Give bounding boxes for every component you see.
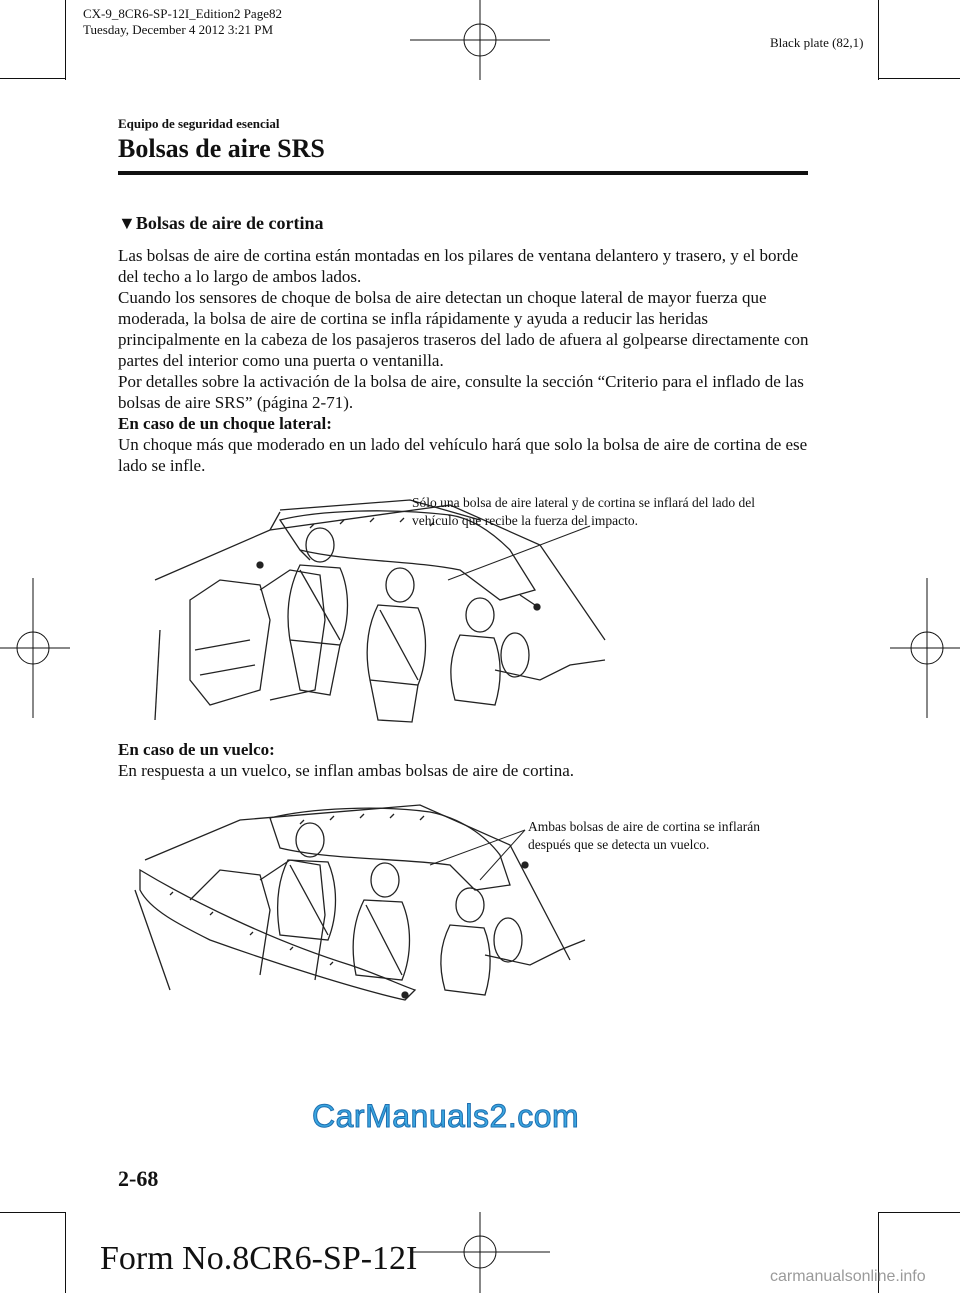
chapter-rule: [118, 171, 808, 175]
registration-mark-right: [890, 578, 960, 718]
caption-leader-line: [440, 520, 600, 590]
registration-mark-bottom: [410, 1212, 550, 1293]
form-number: Form No.8CR6-SP-12I: [100, 1240, 418, 1277]
body-text: [118, 245, 810, 476]
carmanuals-watermark: CarManuals2.com: [312, 1098, 580, 1134]
print-job-line1: CX-9_8CR6-SP-12I_Edition2 Page82: [83, 6, 282, 21]
site-watermark: carmanualsonline.info: [770, 1268, 926, 1285]
section-label: Equipo de seguridad esencial: [118, 116, 280, 131]
registration-mark-top: [410, 0, 550, 80]
triangle-marker-icon: ▼: [118, 213, 136, 233]
side-impact-text: Un choque más que moderado en un lado del vehículo hará que solo la bolsa de aire de cortina de ese lado se infle.: [118, 435, 808, 475]
crop-mark: [878, 0, 879, 80]
rollover-text: En respuesta a un vuelco, se inflan ambas bolsas de aire de cortina.: [118, 761, 575, 780]
side-impact-caption: Sólo una bolsa de aire lateral y de cortina se inflará del lado del vehículo que recibe la fuerza del impacto.: [412, 495, 755, 528]
crop-mark: [0, 78, 66, 79]
rollover-caption: Ambas bolsas de aire de cortina se inflarán después que se detecta un vuelco.: [528, 819, 761, 852]
page-number: 2-68: [118, 1166, 159, 1191]
paragraph: Por detalles sobre la activación de la bolsa de aire, consulte la sección “Criterio para el inflado de las bolsas de aire SRS” (página 2-71).: [118, 372, 804, 412]
rollover-text-block: [118, 739, 810, 781]
caption-leader-lines: [420, 825, 530, 885]
registration-mark-left: [0, 578, 70, 718]
side-impact-heading: En caso de un choque lateral:: [118, 414, 332, 433]
paragraph: Las bolsas de aire de cortina están montadas en los pilares de ventana delantero y trasero, y el borde del techo a lo largo de ambos lados.: [118, 246, 799, 286]
rollover-heading: En caso de un vuelco:: [118, 740, 275, 759]
crop-mark: [878, 78, 960, 79]
print-job-line2: Tuesday, December 4 2012 3:21 PM: [83, 22, 274, 37]
crop-mark: [0, 1212, 66, 1213]
chapter-title: Bolsas de aire SRS: [118, 134, 325, 163]
crop-mark: [878, 1212, 960, 1213]
subsection-title: Bolsas de aire de cortina: [135, 213, 324, 233]
subsection-heading: [118, 213, 323, 234]
print-job-info: [83, 6, 282, 38]
crop-mark: [65, 0, 66, 80]
paragraph: Cuando los sensores de choque de bolsa de aire detectan un choque lateral de mayor fuerza que moderada, la bolsa de aire de cortina se infla rápidamente y ayuda a reducir las heridas principalmente en la cabeza de los pasajeros traseros del lado de afuera al golpearse directamente con partes del interior como una puerta o ventanilla.: [118, 288, 809, 370]
crop-mark: [65, 1212, 66, 1293]
plate-label: Black plate (82,1): [770, 35, 864, 50]
